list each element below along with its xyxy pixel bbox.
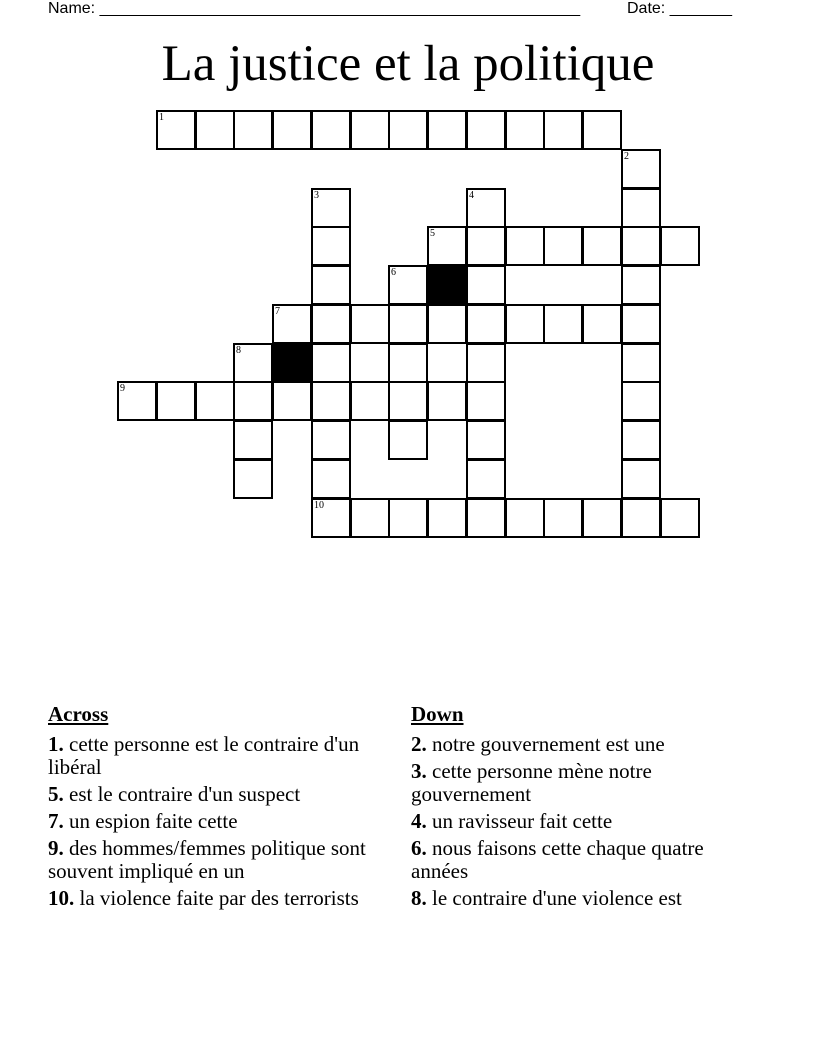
down-clue bbox=[411, 733, 751, 756]
clue-number: 3 bbox=[314, 190, 319, 201]
clue-text: des hommes/femmes politique sont souvent impliqué en un bbox=[48, 836, 366, 883]
down-clue bbox=[411, 887, 751, 910]
answer-square[interactable] bbox=[388, 420, 428, 460]
answer-square[interactable] bbox=[466, 420, 506, 460]
clue-number: 4 bbox=[469, 190, 474, 201]
answer-square[interactable] bbox=[621, 459, 661, 499]
answer-square[interactable] bbox=[660, 498, 700, 538]
answer-square[interactable] bbox=[621, 304, 661, 344]
clue-number: 9 bbox=[120, 383, 125, 394]
down-clue-list bbox=[411, 733, 751, 910]
answer-square[interactable] bbox=[311, 188, 351, 228]
across-clue-list bbox=[48, 733, 388, 910]
answer-square[interactable] bbox=[311, 381, 351, 421]
down-clue bbox=[411, 837, 751, 883]
answer-square[interactable] bbox=[388, 381, 428, 421]
clue-number-label: 2. bbox=[411, 732, 427, 756]
answer-square[interactable] bbox=[505, 110, 545, 150]
answer-square[interactable] bbox=[311, 498, 351, 538]
name-field-label: Name: ______________________________________________________ bbox=[48, 0, 581, 17]
clue-text: cette personne mène notre gouvernement bbox=[411, 759, 652, 806]
clue-number: 5 bbox=[430, 228, 435, 239]
across-clues bbox=[48, 703, 388, 914]
clue-text: un ravisseur fait cette bbox=[426, 809, 613, 833]
answer-square[interactable] bbox=[621, 265, 661, 305]
answer-square[interactable] bbox=[350, 304, 390, 344]
answer-square[interactable] bbox=[582, 110, 622, 150]
clue-text: nous faisons cette chaque quatre années bbox=[411, 836, 704, 883]
answer-square[interactable] bbox=[621, 381, 661, 421]
clue-number: 1 bbox=[159, 112, 164, 123]
across-clue bbox=[48, 733, 388, 779]
answer-square[interactable] bbox=[350, 381, 390, 421]
answer-square[interactable] bbox=[427, 304, 467, 344]
clue-text: la violence faite par des terrorists bbox=[74, 886, 359, 910]
answer-square[interactable] bbox=[272, 381, 312, 421]
answer-square[interactable] bbox=[311, 265, 351, 305]
answer-square[interactable] bbox=[311, 420, 351, 460]
answer-square[interactable] bbox=[621, 226, 661, 266]
clue-number: 2 bbox=[624, 151, 629, 162]
answer-square[interactable] bbox=[195, 381, 235, 421]
answer-square[interactable] bbox=[156, 110, 196, 150]
answer-square[interactable] bbox=[311, 226, 351, 266]
clue-text: est le contraire d'un suspect bbox=[63, 782, 301, 806]
answer-square[interactable] bbox=[233, 110, 273, 150]
answer-square[interactable] bbox=[388, 304, 428, 344]
clue-number-label: 7. bbox=[48, 809, 64, 833]
answer-square[interactable] bbox=[466, 381, 506, 421]
answer-square[interactable] bbox=[311, 304, 351, 344]
answer-square[interactable] bbox=[505, 304, 545, 344]
answer-square[interactable] bbox=[311, 110, 351, 150]
answer-square[interactable] bbox=[582, 304, 622, 344]
clue-text: le contraire d'une violence est bbox=[426, 886, 682, 910]
answer-square[interactable] bbox=[427, 226, 467, 266]
clue-number-label: 9. bbox=[48, 836, 64, 860]
answer-square[interactable] bbox=[466, 265, 506, 305]
answer-square[interactable] bbox=[543, 226, 583, 266]
page-title: La justice et la politique bbox=[161, 36, 655, 92]
answer-square[interactable] bbox=[505, 226, 545, 266]
across-clue bbox=[48, 810, 388, 833]
clue-text: un espion faite cette bbox=[63, 809, 238, 833]
clue-number: 6 bbox=[391, 267, 396, 278]
answer-square[interactable] bbox=[350, 498, 390, 538]
answer-square[interactable] bbox=[233, 420, 273, 460]
down-heading: Down bbox=[411, 702, 464, 726]
answer-square[interactable] bbox=[543, 304, 583, 344]
answer-square[interactable] bbox=[233, 343, 273, 383]
clue-number-label: 10. bbox=[48, 886, 75, 910]
answer-square[interactable] bbox=[272, 110, 312, 150]
clue-number-label: 5. bbox=[48, 782, 64, 806]
down-clues bbox=[411, 703, 751, 914]
answer-square[interactable] bbox=[582, 498, 622, 538]
clue-number-label: 3. bbox=[411, 759, 427, 783]
answer-square[interactable] bbox=[427, 498, 467, 538]
answer-square[interactable] bbox=[388, 110, 428, 150]
answer-square[interactable] bbox=[621, 498, 661, 538]
black-square bbox=[272, 343, 312, 383]
answer-square[interactable] bbox=[621, 188, 661, 228]
clue-text: notre gouvernement est une bbox=[426, 732, 665, 756]
answer-square[interactable] bbox=[543, 110, 583, 150]
across-heading: Across bbox=[48, 702, 109, 726]
answer-square[interactable] bbox=[621, 149, 661, 189]
answer-square[interactable] bbox=[233, 381, 273, 421]
across-clue bbox=[48, 887, 388, 910]
answer-square[interactable] bbox=[621, 420, 661, 460]
clue-number-label: 8. bbox=[411, 886, 427, 910]
answer-square[interactable] bbox=[311, 343, 351, 383]
across-clue bbox=[48, 783, 388, 806]
clue-text: cette personne est le contraire d'un libéral bbox=[48, 732, 360, 779]
answer-square[interactable] bbox=[117, 381, 157, 421]
answer-square[interactable] bbox=[311, 459, 351, 499]
answer-square[interactable] bbox=[543, 498, 583, 538]
clue-number-label: 6. bbox=[411, 836, 427, 860]
clue-number: 10 bbox=[314, 500, 324, 511]
answer-square[interactable] bbox=[582, 226, 622, 266]
clue-number-label: 1. bbox=[48, 732, 64, 756]
answer-square[interactable] bbox=[388, 498, 428, 538]
clue-number: 7 bbox=[275, 306, 280, 317]
answer-square[interactable] bbox=[388, 343, 428, 383]
date-field-label: Date: _______ bbox=[627, 0, 732, 17]
answer-square[interactable] bbox=[466, 498, 506, 538]
down-clue bbox=[411, 810, 751, 833]
answer-square[interactable] bbox=[388, 265, 428, 305]
answer-square[interactable] bbox=[466, 110, 506, 150]
answer-square[interactable] bbox=[427, 110, 467, 150]
answer-square[interactable] bbox=[350, 110, 390, 150]
answer-square[interactable] bbox=[660, 226, 700, 266]
black-square bbox=[427, 265, 467, 305]
answer-square[interactable] bbox=[505, 498, 545, 538]
answer-square[interactable] bbox=[156, 381, 196, 421]
answer-square[interactable] bbox=[427, 381, 467, 421]
answer-square[interactable] bbox=[466, 188, 506, 228]
clue-number-label: 4. bbox=[411, 809, 427, 833]
down-clue bbox=[411, 760, 751, 806]
answer-square[interactable] bbox=[466, 459, 506, 499]
clue-number: 8 bbox=[236, 345, 241, 356]
answer-square[interactable] bbox=[466, 343, 506, 383]
answer-square[interactable] bbox=[272, 304, 312, 344]
answer-square[interactable] bbox=[195, 110, 235, 150]
answer-square[interactable] bbox=[233, 459, 273, 499]
answer-square[interactable] bbox=[621, 343, 661, 383]
answer-square[interactable] bbox=[466, 304, 506, 344]
across-clue bbox=[48, 837, 388, 883]
answer-square[interactable] bbox=[466, 226, 506, 266]
